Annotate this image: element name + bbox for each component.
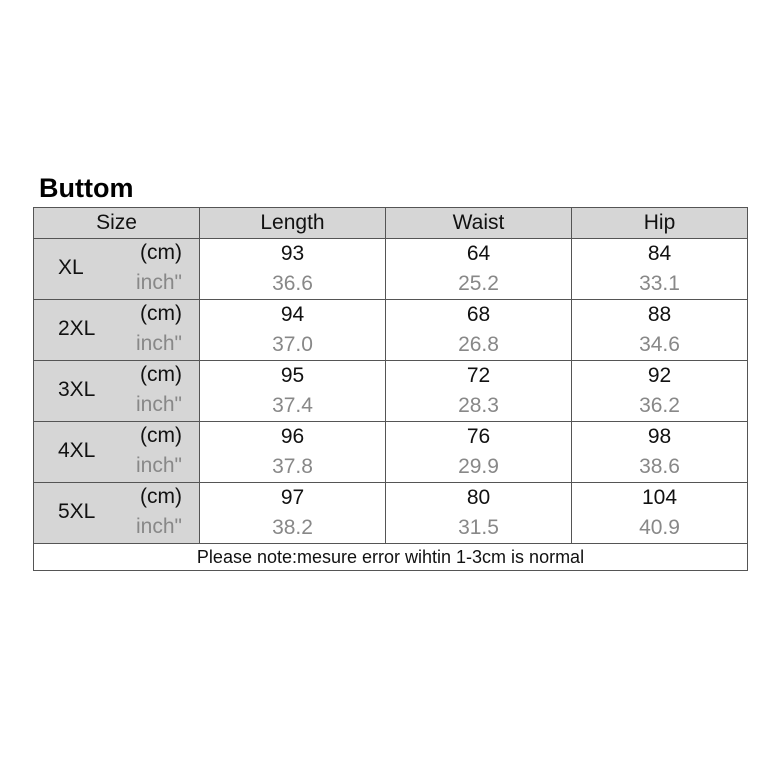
size-cell bbox=[34, 483, 200, 544]
length-cm: 96 bbox=[280, 425, 305, 448]
table-row bbox=[34, 239, 748, 300]
hip-cell bbox=[572, 300, 748, 361]
unit-inch-label: inch" bbox=[136, 393, 182, 416]
size-table bbox=[33, 207, 748, 571]
waist-cell bbox=[386, 239, 572, 300]
length-inch: 37.0 bbox=[272, 333, 313, 356]
hip-cm: 88 bbox=[647, 303, 672, 326]
waist-cell bbox=[386, 361, 572, 422]
waist-cell bbox=[386, 483, 572, 544]
length-cell bbox=[200, 361, 386, 422]
measurement-note: Please note:mesure error wihtin 1-3cm is normal bbox=[34, 544, 748, 571]
header-hip: Hip bbox=[572, 208, 748, 239]
length-cell bbox=[200, 422, 386, 483]
hip-cell bbox=[572, 422, 748, 483]
hip-cm: 104 bbox=[641, 486, 678, 509]
size-label: 2XL bbox=[58, 317, 96, 340]
chart-title: Buttom bbox=[39, 173, 134, 203]
unit-cm-label: (cm) bbox=[140, 363, 182, 386]
hip-inch: 34.6 bbox=[639, 333, 680, 356]
waist-inch: 25.2 bbox=[458, 272, 499, 295]
header-waist: Waist bbox=[386, 208, 572, 239]
hip-cm: 92 bbox=[647, 364, 672, 387]
hip-inch: 36.2 bbox=[639, 394, 680, 417]
length-inch: 36.6 bbox=[272, 272, 313, 295]
size-chart bbox=[33, 170, 747, 571]
unit-cm-label: (cm) bbox=[140, 302, 182, 325]
hip-inch: 38.6 bbox=[639, 455, 680, 478]
size-cell bbox=[34, 422, 200, 483]
waist-cm: 72 bbox=[466, 364, 491, 387]
header-length: Length bbox=[200, 208, 386, 239]
length-cell bbox=[200, 300, 386, 361]
hip-inch: 40.9 bbox=[639, 516, 680, 539]
waist-cm: 68 bbox=[466, 303, 491, 326]
length-cm: 93 bbox=[280, 242, 305, 265]
size-label: 4XL bbox=[58, 439, 96, 462]
waist-cm: 80 bbox=[466, 486, 491, 509]
header-size: Size bbox=[34, 208, 200, 239]
length-inch: 37.4 bbox=[272, 394, 313, 417]
table-row bbox=[34, 422, 748, 483]
header-row bbox=[34, 208, 748, 239]
note-row bbox=[34, 544, 748, 571]
waist-cm: 64 bbox=[466, 242, 491, 265]
waist-inch: 31.5 bbox=[458, 516, 499, 539]
hip-cm: 98 bbox=[647, 425, 672, 448]
length-cell bbox=[200, 239, 386, 300]
table-row bbox=[34, 361, 748, 422]
size-label: 5XL bbox=[58, 500, 96, 523]
size-label: XL bbox=[58, 256, 84, 279]
size-label: 3XL bbox=[58, 378, 96, 401]
hip-cell bbox=[572, 483, 748, 544]
hip-cell bbox=[572, 361, 748, 422]
unit-inch-label: inch" bbox=[136, 332, 182, 355]
unit-cm-label: (cm) bbox=[140, 241, 182, 264]
unit-inch-label: inch" bbox=[136, 271, 182, 294]
size-cell bbox=[34, 361, 200, 422]
waist-inch: 26.8 bbox=[458, 333, 499, 356]
length-cell bbox=[200, 483, 386, 544]
table-row bbox=[34, 483, 748, 544]
length-cm: 95 bbox=[280, 364, 305, 387]
length-inch: 37.8 bbox=[272, 455, 313, 478]
unit-cm-label: (cm) bbox=[140, 485, 182, 508]
hip-inch: 33.1 bbox=[639, 272, 680, 295]
hip-cell bbox=[572, 239, 748, 300]
waist-cell bbox=[386, 300, 572, 361]
unit-inch-label: inch" bbox=[136, 515, 182, 538]
size-cell bbox=[34, 239, 200, 300]
length-cm: 94 bbox=[280, 303, 305, 326]
waist-cm: 76 bbox=[466, 425, 491, 448]
table-row bbox=[34, 300, 748, 361]
hip-cm: 84 bbox=[647, 242, 672, 265]
length-inch: 38.2 bbox=[272, 516, 313, 539]
size-cell bbox=[34, 300, 200, 361]
waist-inch: 29.9 bbox=[458, 455, 499, 478]
waist-inch: 28.3 bbox=[458, 394, 499, 417]
length-cm: 97 bbox=[280, 486, 305, 509]
unit-cm-label: (cm) bbox=[140, 424, 182, 447]
waist-cell bbox=[386, 422, 572, 483]
unit-inch-label: inch" bbox=[136, 454, 182, 477]
